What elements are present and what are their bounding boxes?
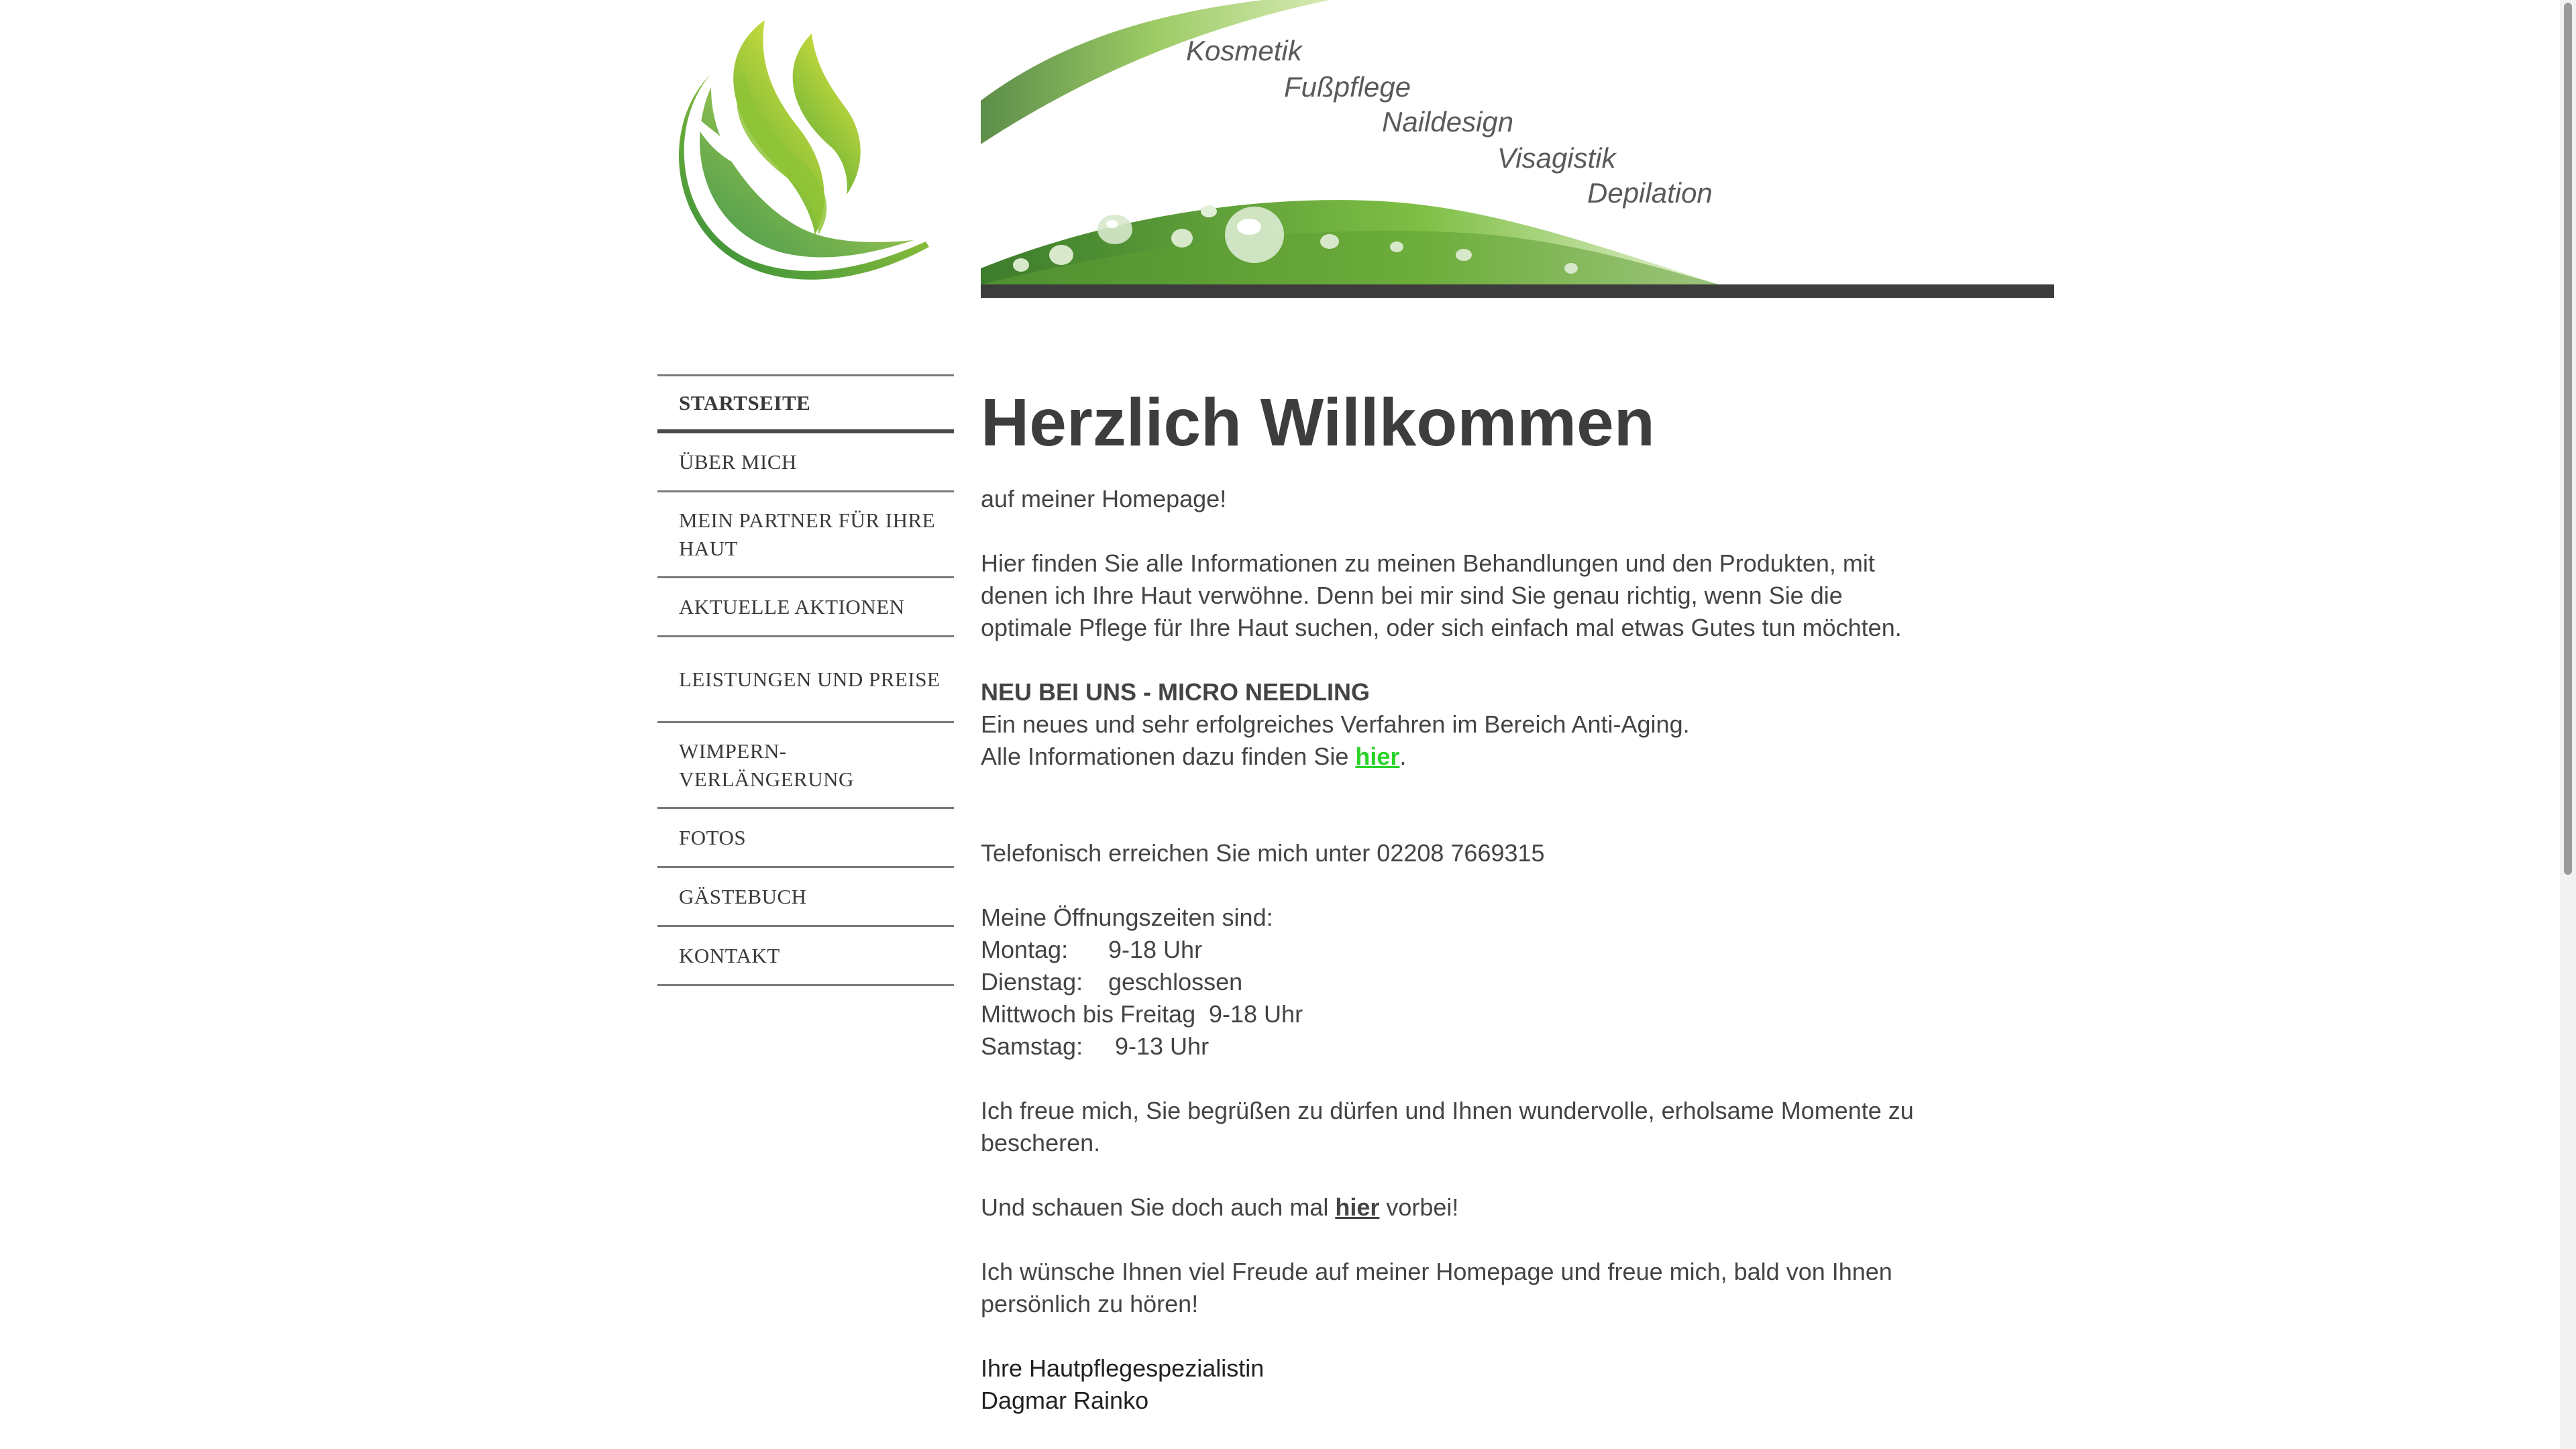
tagline-depilation: Depilation: [1587, 177, 1713, 209]
visit-prefix: Und schauen Sie doch auch mal: [981, 1193, 1336, 1221]
tagline-kosmetik: Kosmetik: [1186, 35, 1302, 66]
nav-item-wimpern[interactable]: WIMPERN-VERLÄNGERUNG: [657, 723, 954, 809]
leaf-logo-icon: [664, 13, 946, 282]
hours-day: Mittwoch bis Freitag: [981, 1000, 1196, 1028]
news-text: Ein neues und sehr erfolgreiches Verfahren im Bereich Anti-Aging.: [981, 710, 1690, 738]
hours-row: [981, 934, 1933, 966]
hours-heading: Meine Öffnungszeiten sind:: [981, 904, 1273, 931]
intro-text: auf meiner Homepage!: [981, 485, 1227, 513]
visit-link[interactable]: hier: [1335, 1193, 1380, 1221]
visit-line: [981, 1191, 1933, 1224]
header-bar: [981, 284, 2054, 298]
welcome-paragraph: Hier finden Sie alle Informationen zu meinen Behandlungen und den Produkten, mit denen ich Ihre Haut verwöhne. Denn bei mir sind Sie genau richtig, wenn Sie die optimale Pflege für Ihre Haut suchen, oder sich einfach mal etwas Gutes tun möchten.: [981, 549, 1902, 641]
hours-time: 9-18 Uhr: [1209, 1000, 1303, 1028]
hours-row: [981, 966, 1933, 998]
hours-row: [981, 1030, 1933, 1063]
greeting-paragraph: Ich freue mich, Sie begrüßen zu dürfen und Ihnen wundervolle, erholsame Momente zu bescheren.: [981, 1097, 1914, 1157]
main-content: [981, 376, 1933, 1417]
page-title: Herzlich Willkommen: [981, 385, 1655, 460]
micro-needling-link[interactable]: hier: [1355, 743, 1400, 770]
hours-row: [981, 998, 1933, 1030]
closing-paragraph: Ich wünsche Ihnen viel Freude auf meiner Homepage und freue mich, bald von Ihnen persönlich zu hören!: [981, 1258, 1892, 1318]
scrollbar-thumb[interactable]: [2564, 3, 2572, 875]
tagline-fusspflege: Fußpflege: [1284, 71, 1411, 103]
tagline-naildesign: Naildesign: [1382, 106, 1514, 138]
news-link-suffix: .: [1399, 743, 1407, 770]
nav-item-startseite[interactable]: STARTSEITE: [657, 374, 954, 433]
news-link-line: [981, 741, 1933, 773]
nav-item-leistungen-preise[interactable]: LEISTUNGEN UND PREISE: [657, 637, 954, 723]
hours-time: 9-18 Uhr: [1108, 936, 1203, 963]
hours-day: Montag:: [981, 936, 1069, 963]
signature-name: Dagmar Rainko: [981, 1387, 1149, 1414]
nav-item-kontakt[interactable]: KONTAKT: [657, 927, 954, 986]
nav-item-ueber-mich[interactable]: ÜBER MICH: [657, 433, 954, 492]
nav-item-aktuelle-aktionen[interactable]: AKTUELLE AKTIONEN: [657, 578, 954, 637]
page-scrollbar[interactable]: [2560, 0, 2576, 1449]
sidebar-nav: [657, 374, 954, 986]
nav-item-fotos[interactable]: FOTOS: [657, 809, 954, 868]
phone-text: Telefonisch erreichen Sie mich unter 02208 7669315: [981, 839, 1545, 867]
hours-day: Dienstag:: [981, 968, 1083, 996]
site-logo[interactable]: [664, 13, 946, 282]
visit-suffix: vorbei!: [1379, 1193, 1459, 1221]
tagline-visagistik: Visagistik: [1497, 142, 1616, 174]
hours-time: geschlossen: [1108, 968, 1243, 996]
signature-title: Ihre Hautpflegespezialistin: [981, 1354, 1265, 1382]
hours-day: Samstag:: [981, 1032, 1083, 1060]
hours-time: 9-13 Uhr: [1115, 1032, 1210, 1060]
news-link-prefix: Alle Informationen dazu finden Sie: [981, 743, 1356, 770]
nav-item-mein-partner[interactable]: MEIN PARTNER FÜR IHRE HAUT: [657, 492, 954, 578]
nav-item-gaestebuch[interactable]: GÄSTEBUCH: [657, 868, 954, 927]
header-banner: [981, 0, 2054, 298]
news-heading: NEU BEI UNS - MICRO NEEDLING: [981, 678, 1371, 706]
